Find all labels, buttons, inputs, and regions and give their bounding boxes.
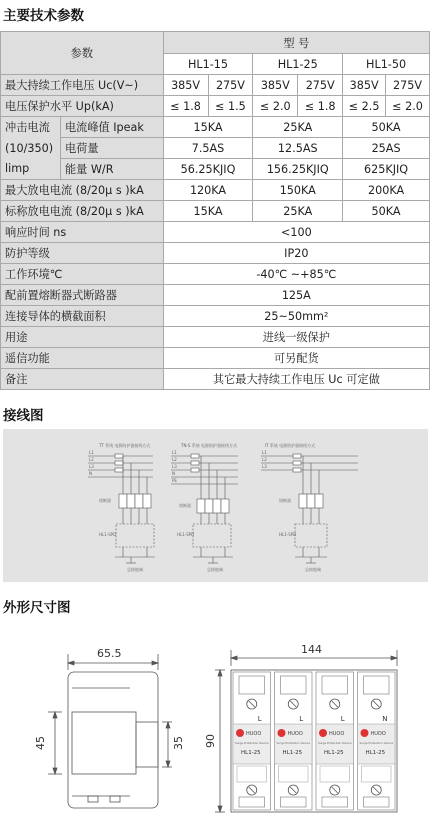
- section-title-main-params: 主要技术参数: [3, 8, 84, 24]
- ground-label: 总接地端: [127, 567, 143, 572]
- impulse-label-line1: 冲击电流: [1, 117, 61, 138]
- row-label-ip: 防护等级: [1, 243, 164, 264]
- dim-height-90: 90: [204, 734, 217, 748]
- line-label: N: [89, 471, 92, 476]
- model-name: HL1-25: [253, 54, 343, 75]
- cell-value: 275V: [298, 75, 343, 96]
- module-model: HL1-25: [241, 750, 261, 756]
- spd-label: HL1-SPD: [279, 532, 297, 537]
- spec-plate: [362, 766, 392, 782]
- screw-slot: [373, 701, 379, 707]
- row-label-max-discharge: 最大放电电流 (8/20μ s )kA: [1, 180, 164, 201]
- cell-value: 275V: [386, 75, 430, 96]
- cell-value: 25AS: [343, 138, 430, 159]
- cell-value: 15KA: [163, 201, 253, 222]
- module-subtitle: Surge Protection Device: [276, 741, 311, 745]
- brand-name: HUOO: [287, 731, 303, 737]
- line-label: L3: [172, 464, 177, 469]
- screw-slot: [249, 701, 255, 707]
- top-terminal: [281, 676, 307, 694]
- module-subtitle: Surge Protection Device: [359, 741, 394, 745]
- brand-logo-icon: [278, 729, 286, 737]
- cell-value: 385V: [253, 75, 298, 96]
- dimension-drawing-panel: [0, 620, 430, 819]
- dim-width-front: 144: [301, 643, 322, 656]
- terminal-label: L: [257, 715, 262, 723]
- screw-slot: [373, 787, 379, 793]
- section-title-dimensions: 外形尺寸图: [3, 600, 71, 616]
- it-title: IT 系统 电源防护器接线方式: [265, 443, 316, 448]
- dimension-drawing: [0, 620, 430, 819]
- fuse-label: 熔断器: [99, 498, 111, 503]
- row-label-breaker: 配前置熔断器式断路器: [1, 285, 164, 306]
- screw-slot: [290, 701, 296, 707]
- bottom-terminal: [364, 797, 390, 807]
- top-terminal: [322, 676, 348, 694]
- model-name: HL1-15: [163, 54, 253, 75]
- module-model: HL1-25: [365, 750, 386, 756]
- spec-plate: [237, 766, 267, 782]
- row-label-note: 备注: [1, 369, 164, 390]
- top-terminal: [364, 676, 390, 694]
- row-label-env: 工作环境℃: [1, 264, 164, 285]
- tns-title: TN-S 系统 电源防护器接线方式: [181, 443, 237, 448]
- ground-label: 总接地端: [305, 567, 321, 572]
- brand-name: HUOO: [329, 731, 345, 737]
- cell-value: 56.25KJIQ: [163, 159, 253, 180]
- cell-value: 150KA: [253, 180, 343, 201]
- brand-logo-icon: [361, 729, 369, 737]
- it-diagram: [261, 454, 358, 563]
- cell-value: 120KA: [163, 180, 253, 201]
- cell-value: ≤ 2.0: [253, 96, 298, 117]
- row-label-response: 响应时间 ns: [1, 222, 164, 243]
- cell-value: 275V: [208, 75, 253, 96]
- row-label-nominal-discharge: 标称放电电流 (8/20μ s )kA: [1, 201, 164, 222]
- module-subtitle: Surge Protection Device: [235, 741, 269, 745]
- dim-height-45: 45: [34, 736, 47, 750]
- ground-label: 总接地端: [207, 567, 223, 572]
- cell-value: ≤ 1.8: [163, 96, 208, 117]
- cell-value: 25KA: [253, 201, 343, 222]
- line-label: N: [172, 471, 175, 476]
- cell-value: ≤ 1.5: [208, 96, 253, 117]
- line-label: L3: [89, 464, 94, 469]
- row-label-usage: 用途: [1, 327, 164, 348]
- model-name: HL1-50: [343, 54, 430, 75]
- line-label: L1: [262, 450, 267, 455]
- spd-label: HL1-SPD: [99, 532, 117, 537]
- row-label-protect-level: 电压保护水平 Up(kA): [1, 96, 164, 117]
- cell-value: 25~50mm²: [163, 306, 429, 327]
- cell-value: 15KA: [163, 117, 253, 138]
- cell-value: 385V: [163, 75, 208, 96]
- screw-slot: [249, 787, 255, 793]
- tns-diagram: [171, 454, 238, 563]
- wiring-diagram-panel: [3, 429, 428, 582]
- bottom-terminal: [322, 797, 348, 807]
- cell-value: 385V: [343, 75, 386, 96]
- cell-value: 可另配货: [163, 348, 429, 369]
- brand-logo-icon: [319, 729, 327, 737]
- spd-label: HL1-SPD: [177, 532, 195, 537]
- tt-diagram: [88, 454, 155, 563]
- cell-value: 50KA: [343, 201, 430, 222]
- line-label: L2: [172, 457, 177, 462]
- cell-value: 其它最大持续工作电压 Uc 可定做: [163, 369, 429, 390]
- front-modules: [233, 672, 395, 810]
- cell-value: IP20: [163, 243, 429, 264]
- cell-value: 125A: [163, 285, 429, 306]
- wiring-diagram: [3, 429, 428, 582]
- module-model: HL1-25: [282, 750, 303, 756]
- module-model: HL1-25: [324, 750, 344, 756]
- cell-value: 156.25KJIQ: [253, 159, 343, 180]
- fuse-label: 熔断器: [179, 503, 191, 508]
- row-label-max-voltage: 最大持续工作电压 Uc(V~): [1, 75, 164, 96]
- side-view: [48, 654, 172, 808]
- bottom-terminal: [239, 797, 265, 807]
- line-label: L1: [172, 450, 177, 455]
- cell-value: ≤ 1.8: [298, 96, 343, 117]
- dim-height-35: 35: [172, 736, 185, 750]
- cell-value: -40℃ ~+85℃: [163, 264, 429, 285]
- screw-slot: [332, 701, 338, 707]
- row-label-charge: 电荷量: [60, 138, 163, 159]
- line-label: L3: [262, 464, 267, 469]
- line-label: L1: [89, 450, 94, 455]
- module-subtitle: Surge Protection Device: [318, 741, 352, 745]
- row-label-energy: 能量 W/R: [60, 159, 163, 180]
- cell-value: 25KA: [253, 117, 343, 138]
- bottom-terminal: [281, 797, 307, 807]
- terminal-label: L: [299, 715, 304, 723]
- fuse-label: 熔断器: [279, 498, 291, 503]
- impulse-label-line3: limp: [1, 159, 61, 180]
- line-label: L2: [89, 457, 94, 462]
- dim-width-side: 65.5: [97, 647, 122, 660]
- cell-value: ≤ 2.0: [386, 96, 430, 117]
- spec-table: [0, 31, 430, 390]
- row-label-comm: 遥信功能: [1, 348, 164, 369]
- row-label-conductor: 连接导体的横截面积: [1, 306, 164, 327]
- brand-name: HUOO: [246, 731, 262, 737]
- cell-value: 进线一级保护: [163, 327, 429, 348]
- line-label: PE: [172, 478, 177, 483]
- row-label-peak: 电流峰值 Ipeak: [60, 117, 163, 138]
- param-header: 参数: [1, 32, 164, 75]
- cell-value: 12.5AS: [253, 138, 343, 159]
- terminal-label: N: [382, 715, 388, 723]
- cell-value: ≤ 2.5: [343, 96, 386, 117]
- screw-slot: [290, 787, 296, 793]
- tt-title: TT 系统 电源防护器接线方式: [99, 443, 151, 448]
- line-label: L2: [262, 457, 267, 462]
- cell-value: <100: [163, 222, 429, 243]
- brand-name: HUOO: [370, 731, 386, 737]
- spec-plate: [320, 766, 350, 782]
- screw-slot: [332, 787, 338, 793]
- top-terminal: [239, 676, 265, 694]
- impulse-label-line2: (10/350): [1, 138, 61, 159]
- spec-plate: [279, 766, 309, 782]
- brand-logo-icon: [236, 729, 244, 737]
- section-title-wiring: 接线图: [3, 408, 44, 424]
- cell-value: 7.5AS: [163, 138, 253, 159]
- terminal-label: L: [340, 715, 345, 723]
- cell-value: 625KJIQ: [343, 159, 430, 180]
- cell-value: 200KA: [343, 180, 430, 201]
- model-header: 型 号: [163, 32, 429, 54]
- cell-value: 50KA: [343, 117, 430, 138]
